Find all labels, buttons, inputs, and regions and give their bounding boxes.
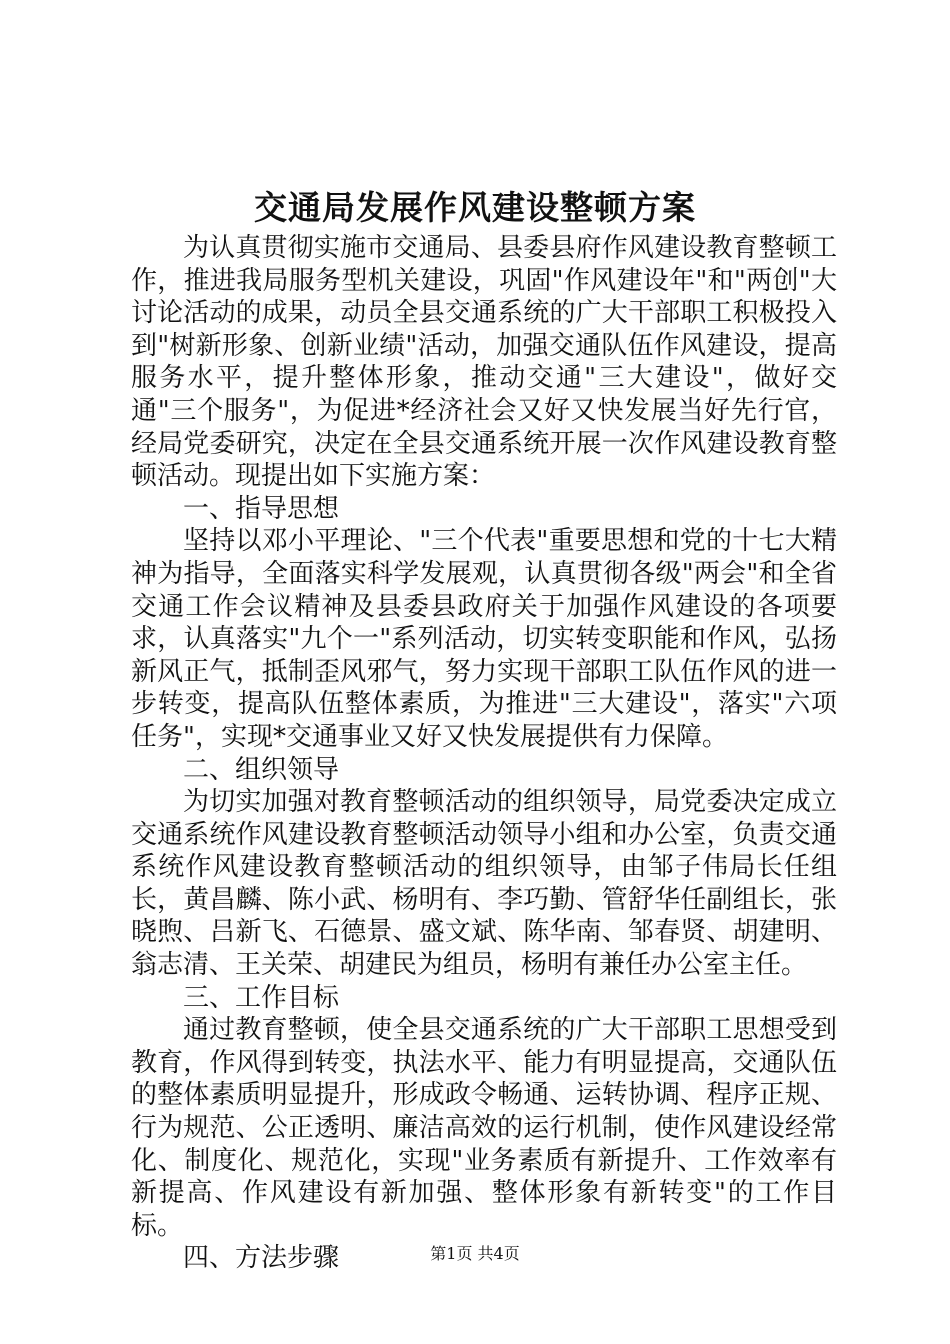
work-goals-paragraph: 通过教育整顿，使全县交通系统的广大干部职工思想受到教育，作风得到转变，执法水平、能力有明显提高，交通队伍的整体素质明显提升，形成政令畅通、运转协调、程序正规、行为规范、公正透明、廉洁高效的运行机制，使作风建设经常化、制度化、规范化，实现"业务素质有新提升、工作效率有新提高、作风建设有新加强、整体形象有新转变"的工作目标。 [131, 1015, 837, 1241]
guiding-ideology-paragraph: 坚持以邓小平理论、"三个代表"重要思想和党的十七大精神为指导，全面落实科学发展观，认真贯彻各级"两会"和全省交通工作会议精神及县委县政府关于加强作风建设的各项要求，认真落实"九个一"系列活动，切实转变职能和作风，弘扬新风正气，抵制歪风邪气，努力实现干部职工队伍作风的进一步转变，提高队伍整体素质，为推进"三大建设"，落实"六项任务"，实现*交通事业又好又快发展提供有力保障。 [131, 526, 837, 752]
document-title: 交通局发展作风建设整顿方案 [254, 188, 696, 227]
document-body [131, 232, 837, 1275]
intro-paragraph: 为认真贯彻实施市交通局、县委县府作风建设教育整顿工作，推进我局服务型机关建设，巩固"作风建设年"和"两创"大讨论活动的成果，动员全县交通系统的广大干部职工积极投入到"树新形象、创新业绩"活动，加强交通队伍作风建设，提高服务水平，提升整体形象，推动交通"三大建设"，做好交通"三个服务"，为促进*经济社会又好又快发展当好先行官，经局党委研究，决定在全县交通系统开展一次作风建设教育整顿活动。现提出如下实施方案： [131, 233, 837, 492]
section-heading-guiding-ideology: 一、指导思想 [183, 493, 340, 524]
section-heading-organization: 二、组织领导 [183, 754, 340, 785]
section-heading-work-goals: 三、工作目标 [183, 982, 340, 1013]
organization-paragraph: 为切实加强对教育整顿活动的组织领导，局党委决定成立交通系统作风建设教育整顿活动领导小组和办公室，负责交通系统作风建设教育整顿活动的组织领导，由邹子伟局长任组长，黄昌麟、陈小武、杨明有、李巧勤、管舒华任副组长，张晓煦、吕新飞、石德景、盛文斌、陈华南、邹春贤、胡建明、翁志清、王关荣、胡建民为组员，杨明有兼任办公室主任。 [131, 787, 837, 981]
page-footer: 第1页 共4页 [430, 1244, 520, 1263]
section-heading-methods-steps: 四、方法步骤 [183, 1243, 340, 1274]
